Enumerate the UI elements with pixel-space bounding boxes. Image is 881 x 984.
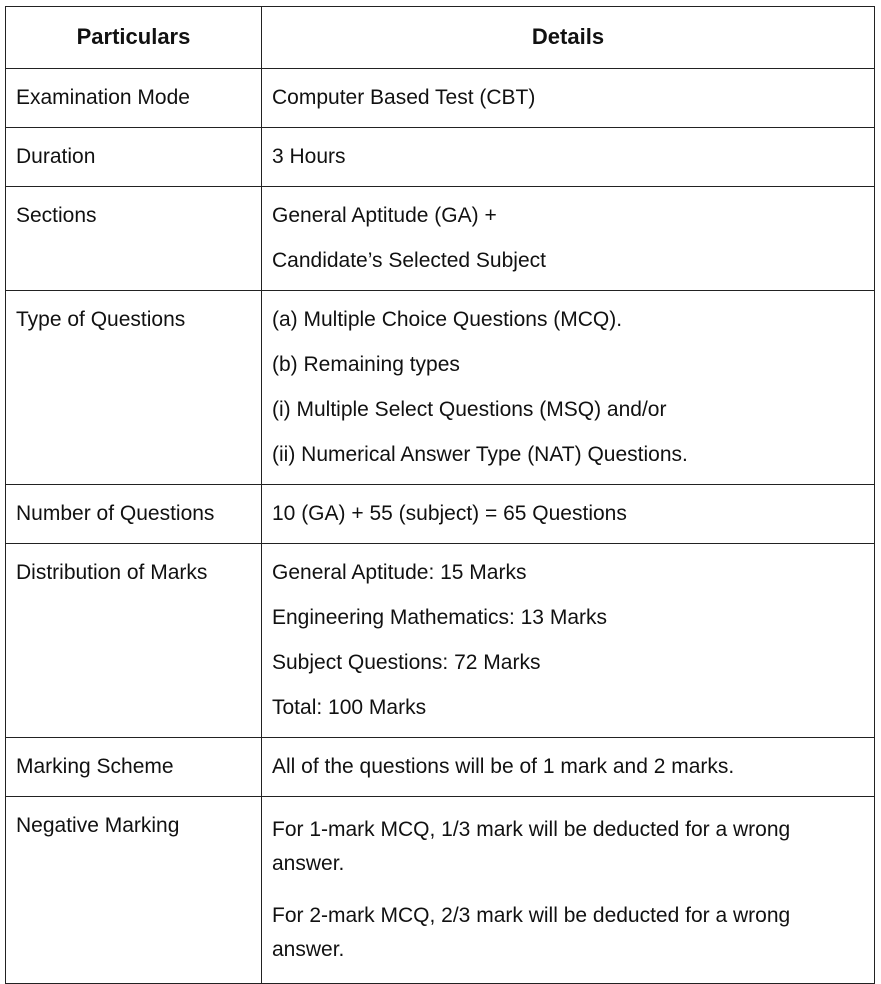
- detail-line: Engineering Mathematics: 13 Marks: [272, 606, 607, 629]
- row-details: [262, 187, 875, 291]
- detail-line: Computer Based Test (CBT): [272, 86, 536, 109]
- table-row: [6, 69, 875, 128]
- row-label: Marking Scheme: [6, 738, 262, 797]
- table-row: [6, 485, 875, 544]
- detail-line: Subject Questions: 72 Marks: [272, 651, 541, 674]
- detail-paragraph: For 2-mark MCQ, 2/3 mark will be deducted for a wrong answer.: [272, 904, 791, 961]
- table-row: [6, 128, 875, 187]
- row-details: [262, 291, 875, 485]
- row-details: [262, 485, 875, 544]
- table-row: [6, 187, 875, 291]
- row-details: [262, 128, 875, 187]
- table-row: [6, 291, 875, 485]
- table-header-row: [6, 7, 875, 69]
- table-row: [6, 797, 875, 984]
- detail-line: General Aptitude (GA) +: [272, 204, 497, 227]
- table-row: [6, 738, 875, 797]
- row-details: [262, 797, 875, 984]
- header-particulars: Particulars: [6, 7, 262, 69]
- header-details: Details: [262, 7, 875, 69]
- detail-line: 10 (GA) + 55 (subject) = 65 Questions: [272, 502, 627, 525]
- row-details: [262, 69, 875, 128]
- detail-paragraph: For 1-mark MCQ, 1/3 mark will be deducted for a wrong answer.: [272, 818, 791, 875]
- detail-line: (a) Multiple Choice Questions (MCQ).: [272, 308, 623, 331]
- row-details: [262, 544, 875, 738]
- row-label: Duration: [6, 128, 262, 187]
- detail-line: Total: 100 Marks: [272, 696, 427, 719]
- detail-line: Candidate’s Selected Subject: [272, 249, 546, 272]
- detail-line: All of the questions will be of 1 mark and 2 marks.: [272, 755, 735, 778]
- detail-line: (ii) Numerical Answer Type (NAT) Questions.: [272, 443, 688, 466]
- row-label: Negative Marking: [6, 797, 262, 984]
- detail-line: 3 Hours: [272, 145, 346, 168]
- detail-line: (i) Multiple Select Questions (MSQ) and/or: [272, 398, 667, 421]
- detail-line: General Aptitude: 15 Marks: [272, 561, 527, 584]
- row-details: [262, 738, 875, 797]
- row-label: Type of Questions: [6, 291, 262, 485]
- row-label: Number of Questions: [6, 485, 262, 544]
- detail-line: (b) Remaining types: [272, 353, 460, 376]
- row-label: Sections: [6, 187, 262, 291]
- row-label: Distribution of Marks: [6, 544, 262, 738]
- row-label: Examination Mode: [6, 69, 262, 128]
- table-row: [6, 544, 875, 738]
- exam-pattern-table: [5, 6, 875, 984]
